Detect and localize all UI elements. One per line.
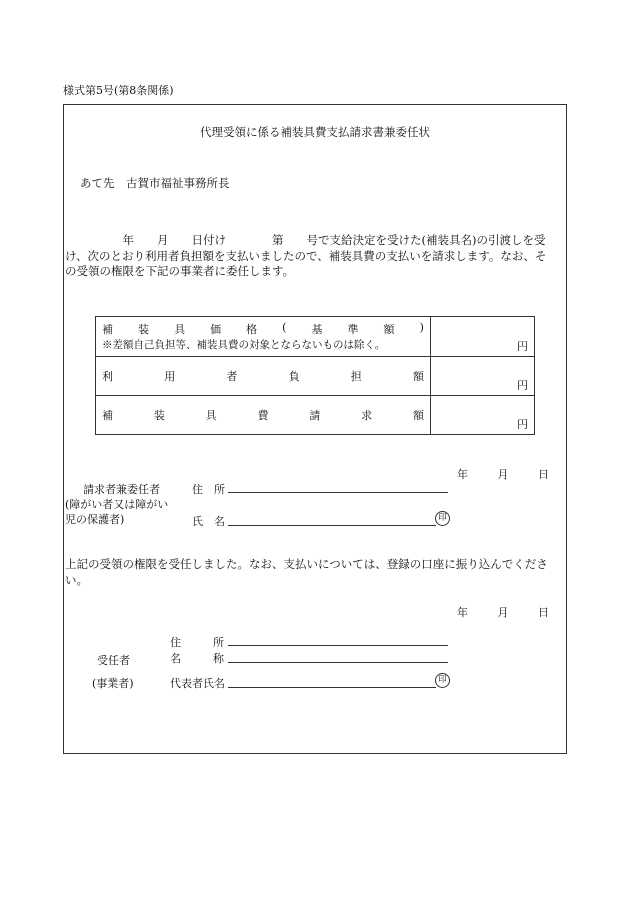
agent-name-field[interactable] bbox=[228, 662, 448, 663]
form-code: 様式第5号(第8条関係) bbox=[63, 84, 174, 97]
request-date[interactable]: 年 月 日 bbox=[457, 468, 549, 481]
body-line: け、次のとおり利用者負担額を支払いましたので、補装具費の支払いを請求します。なお、そ bbox=[65, 248, 547, 263]
agent-role-sub: (事業者) bbox=[92, 677, 134, 690]
body-line: 上記の受領の権限を受任しました。なお、支払いについては、登録の口座に振り込んでくださ bbox=[65, 557, 548, 571]
yen-unit: 円 bbox=[517, 379, 528, 392]
agent-address-field[interactable] bbox=[228, 645, 448, 646]
form-title: 代理受領に係る補装具費支払請求書兼委任状 bbox=[200, 125, 430, 139]
amount-input-cell[interactable] bbox=[431, 396, 535, 435]
agent-address-label: 住 所 bbox=[170, 636, 224, 649]
acceptance-text bbox=[65, 557, 565, 588]
requester-role-sub: 児の保護者) bbox=[65, 513, 125, 526]
row-label: 利 用 者 負 担 額 bbox=[102, 370, 424, 383]
requester-role: 請求者兼委任者 bbox=[83, 483, 160, 496]
agent-rep-label: 代表者氏名 bbox=[170, 677, 225, 690]
row-label: 補 装 具 価 格 ( 基 準 額 ) bbox=[102, 321, 424, 336]
requester-role-sub: (障がい者又は障がい bbox=[65, 498, 169, 511]
yen-unit: 円 bbox=[517, 340, 528, 353]
requester-address-field[interactable] bbox=[228, 492, 448, 493]
amount-input-cell[interactable] bbox=[431, 317, 535, 357]
acceptance-date[interactable]: 年 月 日 bbox=[457, 606, 549, 619]
amount-input-cell[interactable] bbox=[431, 357, 535, 396]
seal-mark: 印 bbox=[435, 511, 450, 526]
agent-rep-field[interactable] bbox=[228, 687, 436, 688]
yen-unit: 円 bbox=[517, 418, 528, 431]
body-line: い。 bbox=[65, 572, 88, 587]
row-label: 補 装 具 費 請 求 額 bbox=[102, 409, 424, 422]
table-row bbox=[96, 317, 535, 357]
agent-role: 受任者 bbox=[97, 654, 130, 667]
table-row bbox=[96, 357, 535, 396]
row-label-cell bbox=[96, 396, 431, 435]
body-line: 年 月 日付け 第 号で支給決定を受けた(補装具名)の引渡しを受 bbox=[65, 233, 546, 247]
agent-name-label: 名 称 bbox=[170, 652, 224, 665]
row-label-cell bbox=[96, 317, 431, 357]
amount-table bbox=[95, 316, 535, 435]
seal-mark: 印 bbox=[435, 673, 450, 688]
table-row bbox=[96, 396, 535, 435]
requester-address-label: 住 所 bbox=[192, 483, 225, 496]
addressee: あて先 古賀市福祉事務所長 bbox=[80, 176, 230, 190]
requester-name-field[interactable] bbox=[228, 525, 436, 526]
row-label-cell bbox=[96, 357, 431, 396]
row-note: ※差額自己負担等、補装具費の対象とならないものは除く。 bbox=[102, 339, 386, 351]
request-body bbox=[65, 233, 565, 280]
requester-name-label: 氏 名 bbox=[192, 515, 225, 528]
body-line: の受領の権限を下記の事業者に委任します。 bbox=[65, 264, 295, 278]
